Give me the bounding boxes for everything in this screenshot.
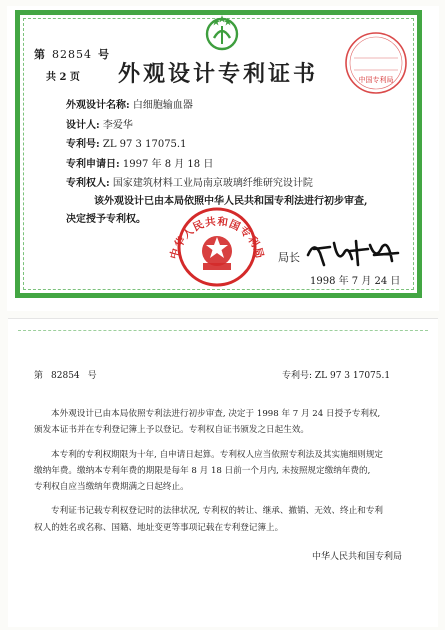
issuing-office: 中华人民共和国专利局 (312, 552, 403, 562)
director-signature (304, 235, 404, 269)
certificate-number-value: 82854 (52, 48, 92, 61)
field-value: 李爱华 (102, 119, 133, 131)
field-label: 设计人: (66, 119, 100, 131)
second-number-label: 第 (34, 371, 44, 381)
second-page-number (34, 368, 97, 381)
seal-text: 中华人民共和国专利局 (168, 215, 266, 261)
statement-line-2: 决定授予专利权。 (66, 214, 146, 225)
patent-office-emblem-icon (203, 14, 241, 52)
second-page-patent-number: 专利号: ZL 97 3 17075.1 (282, 371, 391, 381)
field-value: ZL 97 3 17075.1 (102, 139, 187, 150)
field-label: 专利申请日: (66, 158, 120, 170)
issue-date: 1998 年 7 月 24 日 (310, 276, 401, 287)
field-patent-number (66, 135, 313, 155)
field-application-date (66, 155, 313, 175)
field-patentee (66, 174, 313, 194)
paragraph-1-line-2: 颁发本证书并在专利登记簿上予以登记。专利权自证书颁发之日起生效。 (34, 425, 310, 436)
paragraph-2-line-3: 专利权自应当缴纳年费期满之日起终止。 (34, 482, 189, 493)
second-number-suffix: 号 (87, 371, 97, 381)
director-label: 局长 (278, 251, 300, 264)
divider-line (18, 330, 428, 331)
field-value: 国家建筑材料工业局南京玻璃纤维研究设计院 (112, 178, 313, 189)
certificate-fields (66, 96, 313, 194)
certificate-title: 外观设计专利证书 (118, 61, 319, 87)
paragraph-2-line-1: 本专利的专利权期限为十年, 自申请日起算。专利权人应当依照专利法及其实施细则规定 (51, 449, 384, 460)
official-red-seal (163, 203, 271, 287)
statement-line-1: 该外观设计已由本局依照中华人民共和国专利法进行初步审查, (94, 196, 368, 207)
page-count: 共 2 页 (46, 72, 80, 83)
certificate-number-label: 第 (34, 48, 46, 61)
certificate-number (34, 46, 110, 62)
paragraph-3-line-1: 专利证书记载专利权登记时的法律状况, 专利权的转让、继承、撤销、无效、终止和专利 (51, 506, 384, 517)
certificate-number-suffix: 号 (98, 48, 110, 61)
field-value: 1997 年 8 月 18 日 (122, 158, 214, 170)
top-red-stamp (336, 28, 416, 98)
second-number-value: 82854 (51, 371, 80, 381)
paragraph-1-line-1: 本外观设计已由本局依照专利法进行初步审查, 决定于 1998 年 7 月 24 日授予专利权, (51, 409, 381, 419)
paragraph-3-line-2: 权人的姓名或名称、国籍、地址变更等事项记载在专利登记簿上。 (34, 522, 284, 533)
field-label: 外观设计名称: (66, 100, 130, 111)
field-value: 白细胞输血器 (132, 100, 193, 111)
field-label: 专利权人: (66, 178, 110, 189)
terms-paragraphs (34, 406, 409, 536)
paragraph-2-line-2: 缴纳年费。缴纳本专利年费的期限是每年 8 月 18 日前一个月内, 未按照规定缴纳年费的, (34, 465, 371, 476)
field-designer (66, 116, 313, 136)
field-label: 专利号: (66, 139, 100, 150)
field-design-name (66, 96, 313, 116)
top-stamp-text: 中国专利局 (358, 76, 394, 84)
